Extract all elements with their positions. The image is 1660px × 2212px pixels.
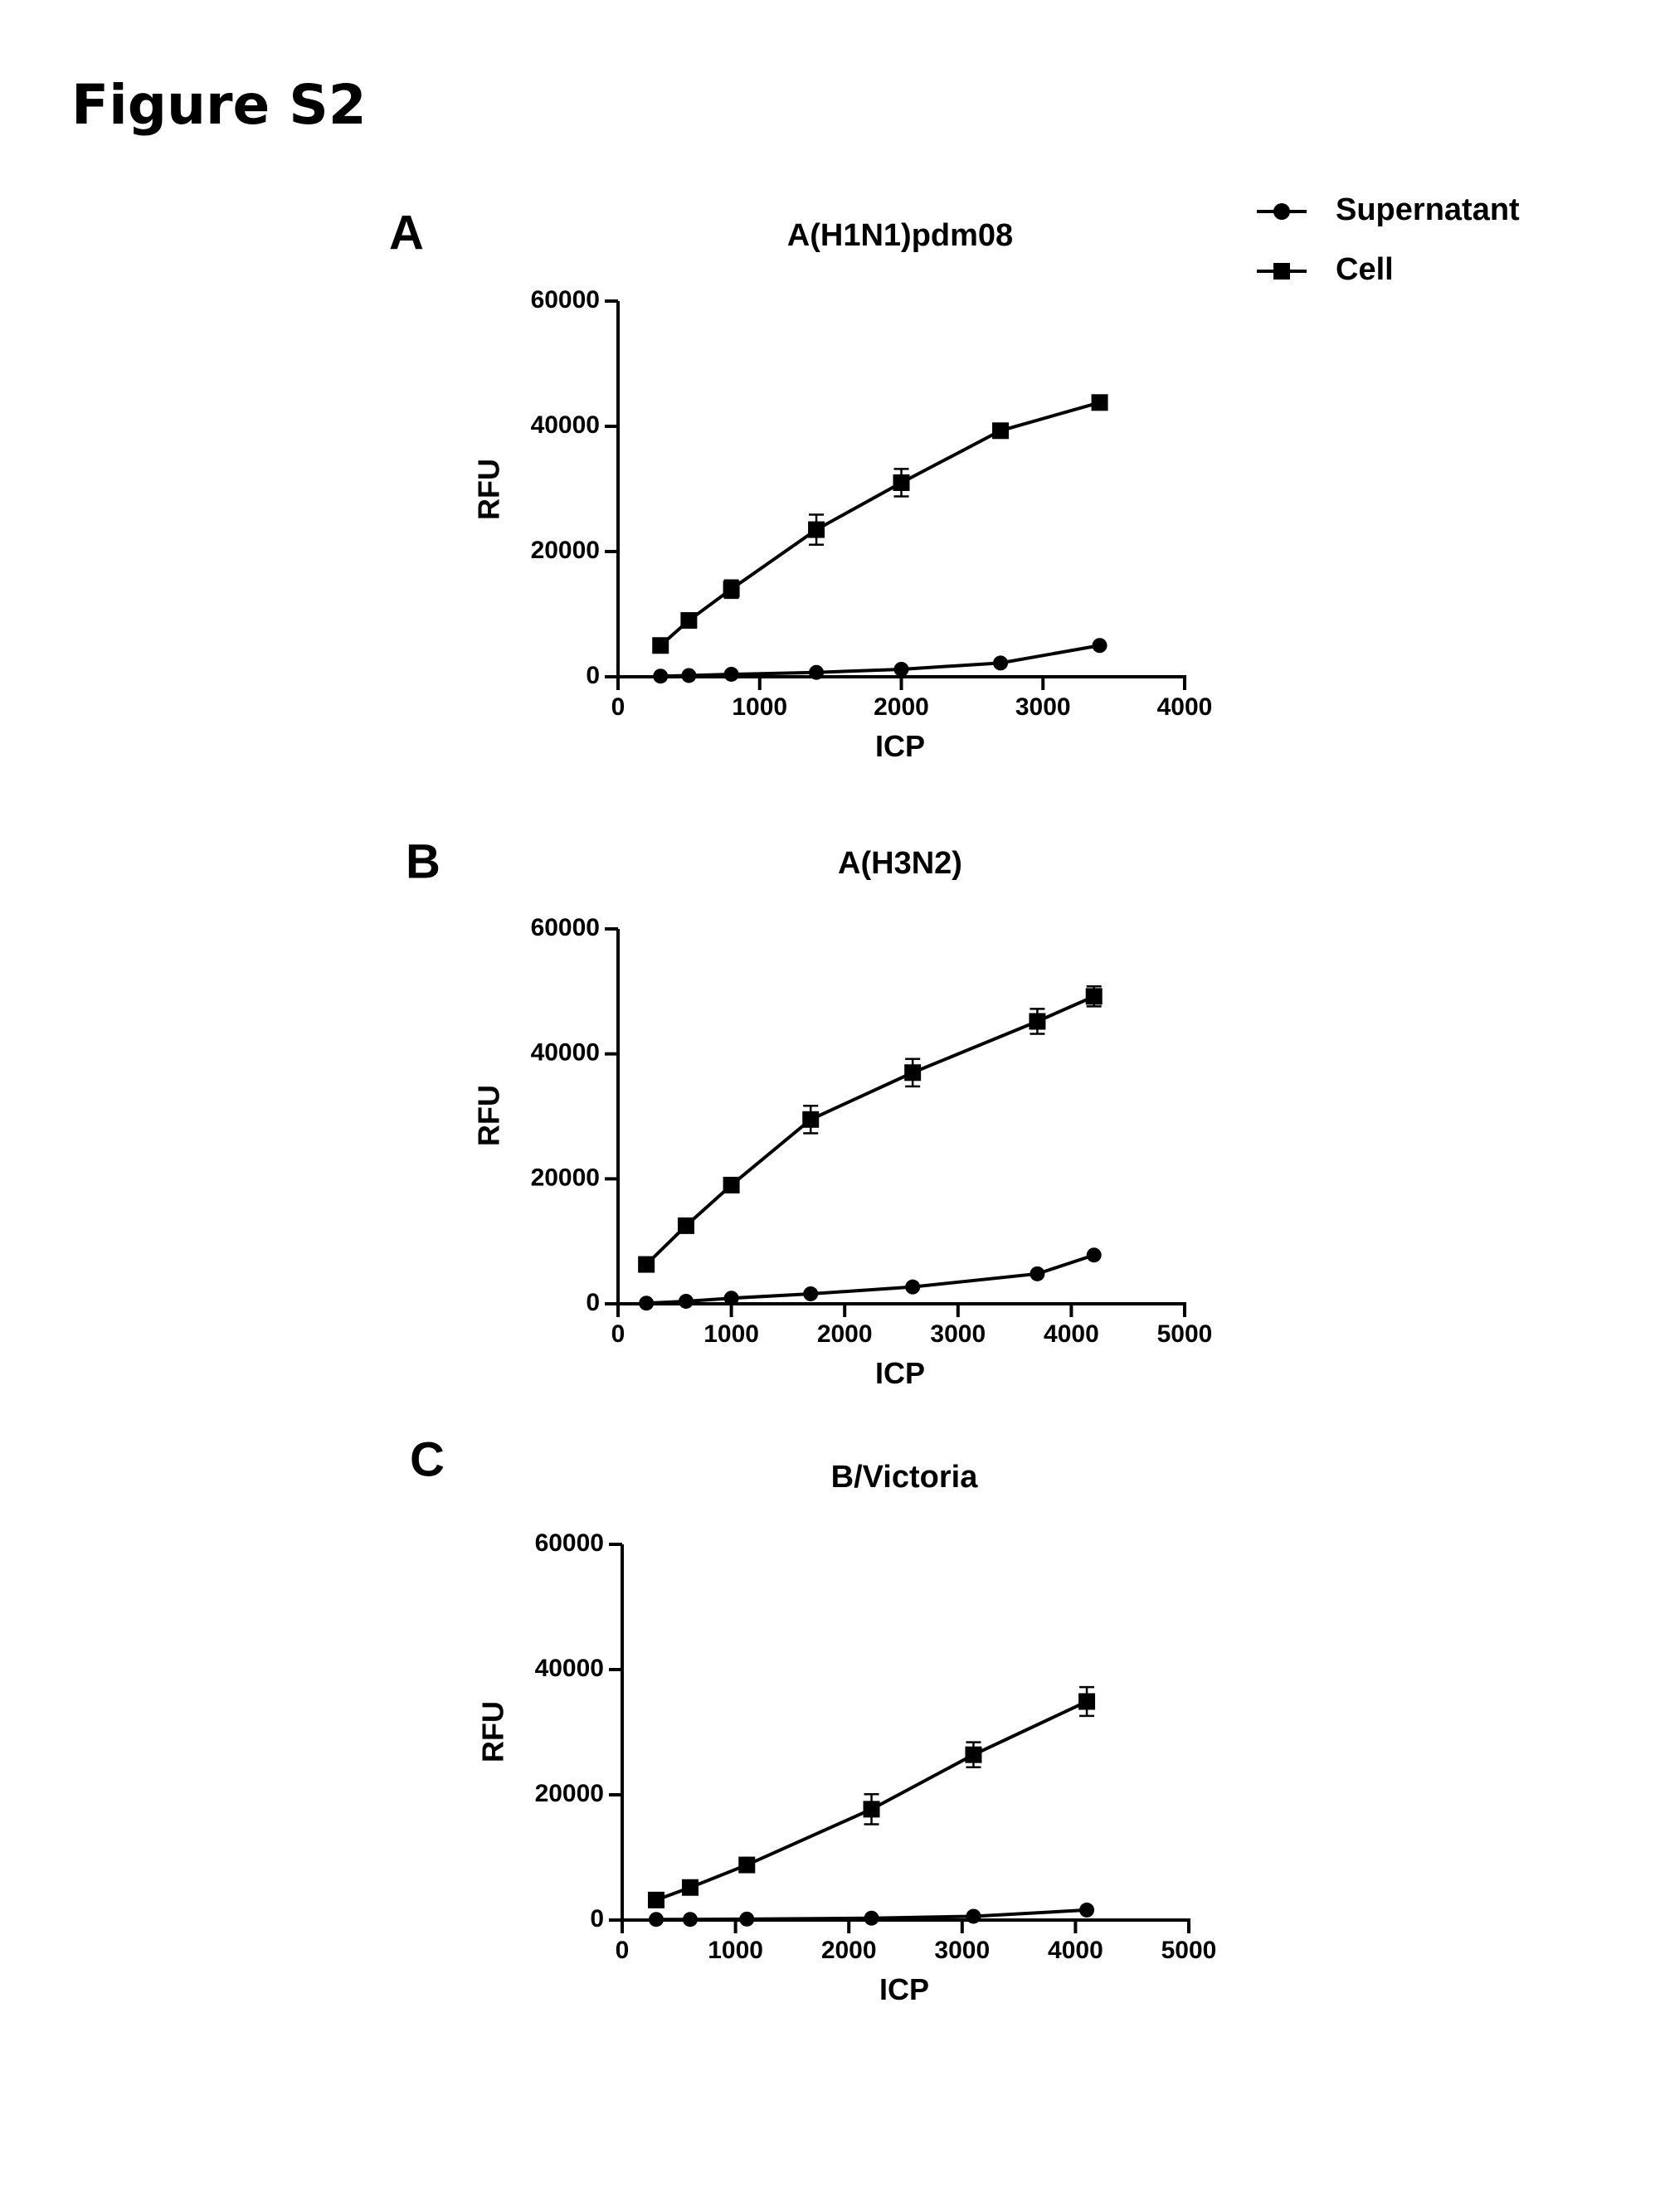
x-tick-label: 1000 [732,693,788,721]
y-tick-label: 40000 [530,411,600,439]
data-point-supernatant [864,1911,879,1926]
data-point-cell [678,1218,694,1234]
x-tick-label: 4000 [1048,1937,1103,1964]
data-point-cell [1092,394,1108,411]
data-point-supernatant [809,665,824,680]
x-tick-label: 2000 [816,1320,873,1348]
data-point-cell [893,474,910,491]
data-point-supernatant [1093,638,1107,653]
y-tick-label: 20000 [530,1164,600,1192]
data-point-cell [992,422,1009,439]
data-point-supernatant [649,1912,664,1927]
data-point-supernatant [681,668,696,683]
data-point-cell [682,1879,699,1896]
y-tick-label: 20000 [530,536,600,564]
x-tick-label: 0 [611,1320,626,1348]
x-tick-label: 5000 [1156,1320,1213,1348]
y-axis-label: RFU [475,1701,510,1762]
x-axis-label: ICP [874,1356,926,1390]
chart-panel-a [389,206,1212,763]
data-point-cell [1078,1694,1095,1710]
y-axis-label: RFU [471,1085,506,1146]
x-tick-label: 0 [615,1937,630,1964]
data-point-cell [1029,1013,1045,1029]
x-tick-label: 0 [611,693,626,721]
y-tick-label: 40000 [534,1654,604,1682]
y-tick-label: 60000 [530,913,600,941]
x-tick-label: 1000 [708,1937,763,1964]
data-point-cell [723,581,740,597]
x-tick-label: 3000 [930,1320,986,1348]
y-axis-label: RFU [471,459,506,520]
y-tick-label: 0 [586,661,600,689]
data-point-supernatant [993,655,1008,670]
data-point-cell [723,1177,740,1194]
panel-label: C [410,1432,445,1487]
series-line-cell [660,402,1099,645]
series-line-cell [646,996,1094,1264]
data-point-cell [638,1257,655,1273]
x-tick-label: 4000 [1044,1320,1099,1348]
y-tick-label: 0 [586,1288,600,1316]
data-point-supernatant [966,1908,981,1923]
chart-title: A(H3N2) [838,846,962,882]
y-tick-label: 60000 [530,285,600,314]
panel-label: B [406,834,441,889]
x-tick-label: 4000 [1156,693,1213,721]
y-tick-label: 40000 [530,1038,600,1067]
legend-marker-square [1273,263,1290,280]
y-tick-label: 60000 [534,1529,604,1557]
data-point-cell [652,637,669,654]
y-tick-label: 0 [590,1904,604,1932]
x-tick-label: 3000 [934,1937,991,1964]
series-line-supernatant [646,1255,1094,1303]
data-point-cell [965,1747,981,1763]
x-tick-label: 1000 [703,1320,759,1348]
data-point-supernatant [724,1291,739,1305]
data-point-supernatant [905,1280,920,1295]
data-point-supernatant [803,1286,818,1301]
chart-title: B/Victoria [830,1460,978,1495]
x-tick-label: 5000 [1161,1937,1217,1964]
x-tick-label: 3000 [1015,693,1071,721]
data-point-supernatant [724,667,739,682]
data-point-cell [904,1064,921,1081]
figure-title: Figure S2 [71,73,367,137]
data-point-supernatant [683,1912,698,1927]
data-point-supernatant [679,1294,694,1309]
chart-panel-b [406,834,1212,1390]
data-point-supernatant [1030,1266,1044,1281]
data-point-supernatant [639,1296,654,1310]
chart-panel-c [410,1432,1216,2006]
data-point-cell [1086,988,1103,1004]
x-axis-label: ICP [879,1972,930,2006]
x-axis-label: ICP [874,729,926,763]
legend [1257,192,1520,287]
legend-label: Cell [1336,252,1394,288]
data-point-cell [738,1857,755,1874]
chart-title: A(H1N1)pdm08 [786,218,1014,254]
legend-label: Supernatant [1336,192,1520,228]
data-point-supernatant [739,1912,754,1927]
data-point-supernatant [1079,1903,1094,1918]
data-point-cell [808,522,825,538]
data-point-supernatant [1087,1247,1102,1262]
data-point-supernatant [894,662,909,677]
x-tick-label: 2000 [820,1937,877,1964]
data-point-supernatant [653,668,668,683]
panel-label: A [389,206,424,260]
data-point-cell [680,612,697,629]
data-point-cell [648,1892,664,1908]
x-tick-label: 2000 [874,693,929,721]
data-point-cell [802,1111,819,1128]
legend-marker-circle [1273,203,1290,220]
data-point-cell [864,1801,880,1817]
y-tick-label: 20000 [534,1779,604,1807]
